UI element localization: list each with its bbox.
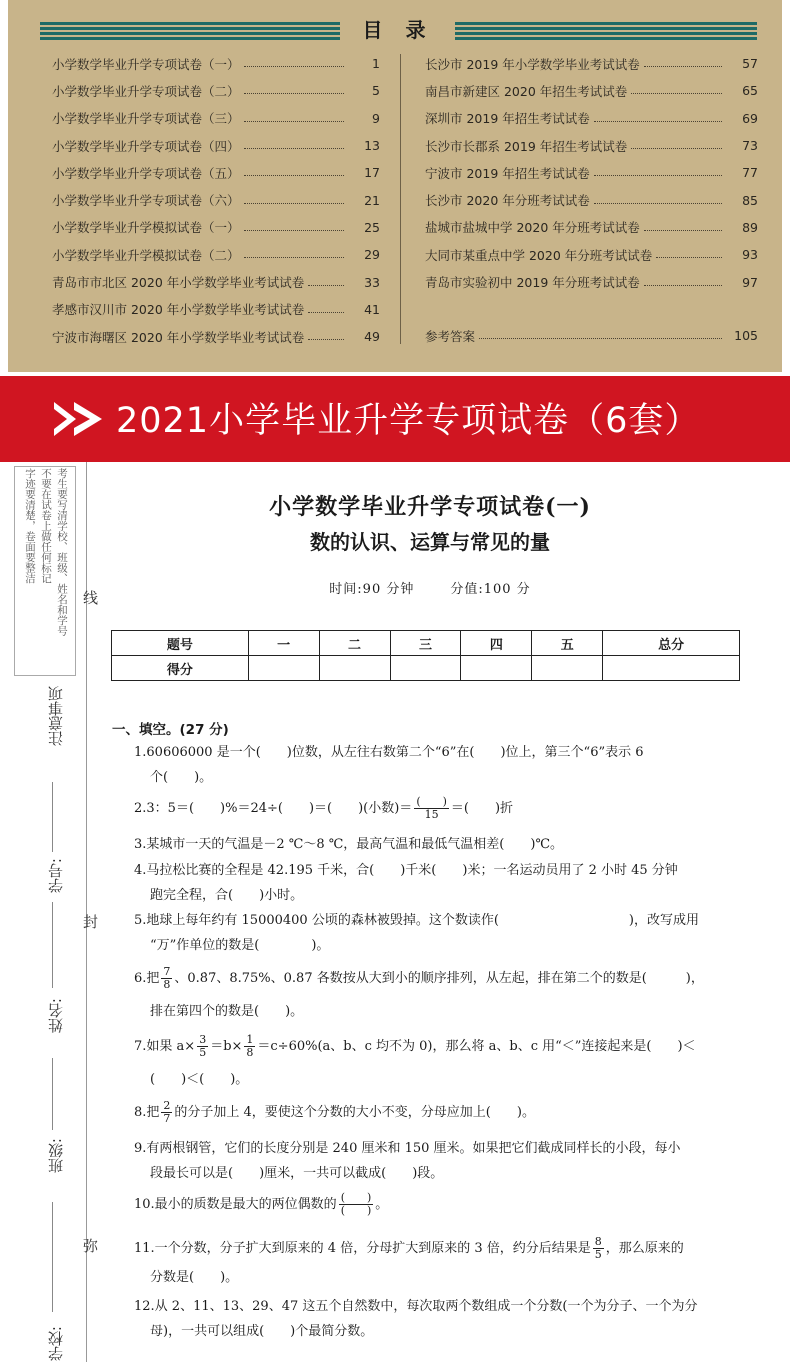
fraction-numerator: 2 [163,1099,171,1112]
toc-entry[interactable] [52,323,380,350]
toc-entry-page: 41 [364,301,380,317]
score-header-cell: 三 [390,631,461,656]
toc-entry[interactable] [425,241,758,268]
toc-entry-page: 57 [742,56,758,72]
toc-entry-title: 小学数学毕业升学专项试卷（二） [52,83,240,99]
question-text: 4.马拉松比赛的全程是 42.195 千米，合( )千米( )米；一名运动员用了 2 小时 45 分钟 [134,863,678,878]
toc-entry-title: 小学数学毕业升学模拟试卷（一） [52,220,240,236]
question-text: ( )＜( )。 [150,1072,249,1087]
toc-leader [244,66,344,67]
toc-leader [308,339,344,340]
score-header-cell: 二 [319,631,390,656]
score-cell[interactable] [390,656,461,681]
toc-entry-title: 参考答案 [425,328,476,344]
toc-entry-page: 73 [742,138,758,154]
toc-entry-page: 1 [372,56,380,72]
school-label: 学校: [47,1326,65,1362]
toc-entry-page: 13 [364,138,380,154]
toc-entry-page: 29 [364,247,380,263]
toc-entry[interactable] [52,241,380,268]
toc-entry-title: 宁波市 2019 年招生考试试卷 [425,165,590,181]
question-text: 5.地球上每年约有 15000400 公顷的森林被毁掉。这个数读作( )，改写成用 [134,913,699,928]
question-12 [134,1294,746,1344]
toc-entry-page: 93 [742,247,758,263]
question-text: 3.某城市一天的气温是－2 ℃～8 ℃，最高气温和最低气温相差( )℃。 [134,837,563,852]
fraction-numerator: 7 [163,965,171,978]
fraction-denominator: ( ) [340,1204,372,1217]
promo-banner [0,376,790,462]
toc-entry-page: 77 [742,165,758,181]
question-text: “万”作单位的数是( )。 [150,938,330,953]
toc-leader [644,66,722,67]
question-text: 2.3：5＝( )%＝24÷( )＝( )(小数)＝ [134,801,413,816]
toc-entry-title: 孝感市汉川市 2020 年小学数学毕业考试试卷 [52,302,305,318]
toc-entry-title: 深圳市 2019 年招生考试试卷 [425,111,590,127]
notice-line-1: 考生要写清学校、班级、姓名和学号 [56,468,68,636]
toc-entry-page: 17 [364,165,380,181]
toc-entry-page: 97 [742,274,758,290]
student-id-label: 学号: [47,858,65,894]
toc-leader [244,175,344,176]
question-text: 跑完全程，合( )小时。 [150,888,304,903]
toc-entry-page: 5 [372,83,380,99]
exam-page [0,462,790,1362]
fraction-denominator: 5 [199,1046,207,1059]
score-cell[interactable] [319,656,390,681]
toc-entry-title: 小学数学毕业升学专项试卷（三） [52,111,240,127]
class-line [52,1058,53,1130]
question-9 [134,1136,746,1186]
fraction-numerator: ( ) [416,795,447,808]
toc-entry[interactable] [52,159,380,186]
toc-entry-page: 85 [742,192,758,208]
fraction [244,1034,255,1059]
question-text: 分数是( )。 [150,1270,239,1285]
toc-entry-title: 南昌市新建区 2020 年招生考试试卷 [425,83,628,99]
question-text: 排在第四个的数是( )。 [150,1004,304,1019]
name-line [52,902,53,988]
toc-leader [594,121,722,122]
toc-entry-page: 105 [734,328,758,344]
score-header-cell: 五 [532,631,603,656]
score-header-cell: 总分 [603,631,740,656]
toc-entry[interactable] [425,77,758,104]
question-text: 6.把 [134,971,160,986]
toc-entry-title: 小学数学毕业升学专项试卷（四） [52,138,240,154]
banner-title: 2021小学毕业升学专项试卷（6套） [116,401,701,441]
fraction [339,1192,374,1217]
score-row-label: 得分 [112,656,249,681]
question-text: 1.60606000 是一个( )位数，从左往右数第二个“6”在( )位上，第三个“6”表示 6 [134,745,644,760]
question-6 [134,966,746,1024]
question-text: 个( )。 [150,770,213,785]
toc-entry[interactable] [52,296,380,323]
fraction-denominator: 5 [594,1248,602,1261]
notice-line-3: 字迹要清楚，卷面要整洁 [24,468,36,584]
question-text: 。 [375,1197,389,1212]
fraction-denominator: 7 [163,1112,171,1125]
score-header-cell: 四 [461,631,532,656]
toc-entry-title: 青岛市实验初中 2019 年分班考试试卷 [425,275,640,291]
toc-leader [644,230,722,231]
question-text: 11.一个分数，分子扩大到原来的 4 倍，分母扩大到原来的 3 倍，约分后结果是 [134,1241,591,1256]
fraction-denominator: 8 [163,978,171,991]
question-text: ，那么原来的 [605,1241,684,1256]
fraction [161,966,172,991]
toc-entry-title: 盐城市盐城中学 2020 年分班考试试卷 [425,220,640,236]
toc-right-column [425,50,758,296]
toc-entry[interactable] [52,105,380,132]
toc-entry[interactable] [425,268,758,295]
toc-leader [244,203,344,204]
question-text: 7.如果 a× [134,1039,196,1054]
question-7 [134,1034,746,1092]
toc-leader [244,148,344,149]
seal-mark-line: 线 [81,590,99,605]
toc-entry-page: 49 [364,329,380,345]
toc-leader [244,257,344,258]
toc-leader [479,338,722,339]
toc-divider [400,54,401,344]
toc-entry[interactable] [425,159,758,186]
seal-mark-seal: 封 [81,914,99,929]
question-text: 母)，一共可以组成( )个最简分数。 [150,1324,374,1339]
toc-leader [656,257,722,258]
exam-title: 小学数学毕业升学专项试卷(一) [269,494,591,520]
toc-leader [631,93,722,94]
toc-leader [308,285,344,286]
toc-entry-title: 小学数学毕业升学专项试卷（六） [52,193,240,209]
seal-mark-close: 弥 [81,1238,99,1253]
fraction-numerator: ( ) [340,1191,372,1204]
question-4 [134,858,746,908]
question-5 [134,908,746,958]
question-8 [134,1100,746,1125]
score-table-score-row [112,656,740,681]
toc-entry[interactable] [52,50,380,77]
question-1 [134,740,746,790]
fraction-numerator: 3 [199,1033,207,1046]
score-cell[interactable] [461,656,532,681]
toc-entry-page: 33 [364,274,380,290]
fraction [414,796,449,821]
section-heading: 一、填空。(27 分) [112,722,229,738]
toc-entry-answers[interactable] [425,322,758,349]
score-header-cell: 题号 [112,631,249,656]
toc-entry[interactable] [425,50,758,77]
toc-header-band-left [40,22,340,42]
toc-entry-title: 长沙市 2019 年小学数学毕业考试试卷 [425,56,640,72]
fraction [593,1236,604,1261]
fraction-denominator: 8 [246,1046,254,1059]
toc-entry-page: 69 [742,110,758,126]
question-text: ＝( )折 [450,801,514,816]
table-of-contents [0,0,790,376]
toc-entry-title: 小学数学毕业升学专项试卷（五） [52,165,240,181]
question-3 [134,832,746,857]
toc-leader [644,285,722,286]
student-id-line [52,782,53,852]
score-table-header-row [112,631,740,656]
toc-entry-page: 89 [742,219,758,235]
fraction [197,1034,208,1059]
toc-entry-page: 25 [364,219,380,235]
question-text: 的分子加上 4，要使这个分数的大小不变，分母应加上( )。 [174,1105,535,1120]
toc-leader [244,230,344,231]
question-text: 12.从 2、11、13、29、47 这五个自然数中，每次取两个数组成一个分数(一个为分子、一个为分 [134,1299,698,1314]
notice-label: 注意事项 [47,686,65,746]
play-arrow-icon [52,400,104,438]
class-label: 班级: [47,1138,65,1174]
toc-header-band-right [455,22,757,42]
exam-subtitle: 数的认识、运算与常见的量 [310,530,550,554]
fraction [161,1100,172,1125]
question-2 [134,796,746,821]
exam-time: 时间:90 分钟 [329,582,415,597]
school-line [52,1202,53,1312]
toc-entry-title: 小学数学毕业升学专项试卷（一） [52,56,240,72]
score-cell[interactable] [603,656,740,681]
question-text: 8.把 [134,1105,160,1120]
toc-entry[interactable] [52,268,380,295]
fraction-numerator: 8 [594,1235,602,1248]
toc-leader [244,93,344,94]
score-cell[interactable] [532,656,603,681]
notice-line-2: 不要在试卷上做任何标记 [40,468,52,584]
toc-entry[interactable] [425,132,758,159]
toc-leader [594,175,722,176]
fraction-denominator: 15 [424,808,439,821]
question-text: 9.有两根钢管，它们的长度分别是 240 厘米和 150 厘米。如果把它们截成同样长的小段，每小 [134,1141,681,1156]
name-label: 姓名: [47,998,65,1034]
toc-entry-title: 青岛市市北区 2020 年小学数学毕业考试试卷 [52,275,305,291]
toc-entry[interactable] [52,214,380,241]
question-text: ＝c÷60%(a、b、c 均不为 0)，那么将 a、b、c 用“＜”连接起来是( )＜ [257,1039,696,1054]
toc-entry-page: 21 [364,192,380,208]
question-text: 段最长可以是( )厘米，一共可以截成( )段。 [150,1166,444,1181]
question-11 [134,1236,746,1290]
toc-entry-title: 宁波市海曙区 2020 年小学数学毕业考试试卷 [52,329,305,345]
toc-entry[interactable] [52,132,380,159]
exam-score: 分值:100 分 [450,582,531,597]
toc-leader [631,148,722,149]
toc-entry-title: 大同市某重点中学 2020 年分班考试试卷 [425,247,653,263]
toc-entry-title: 长沙市 2020 年分班考试试卷 [425,193,590,209]
toc-leader [594,203,722,204]
score-cell[interactable] [248,656,319,681]
toc-left-column [52,50,380,350]
toc-entry-title: 长沙市长郡系 2019 年招生考试试卷 [425,138,628,154]
question-text: 、0.8̇7̇、8.75%、0.87̇ 各数按从大到小的顺序排列，从左起，排在第二个的数是( )， [174,971,704,986]
toc-title: 目 录 [362,18,434,42]
toc-entry-page: 9 [372,110,380,126]
exam-meta [110,578,750,597]
score-table [111,630,740,681]
toc-leader [244,121,344,122]
toc-entry[interactable] [425,214,758,241]
toc-entry-title: 小学数学毕业升学模拟试卷（二） [52,247,240,263]
toc-entry-page: 65 [742,83,758,99]
question-text: 10.最小的质数是最大的两位偶数的 [134,1197,337,1212]
question-10 [134,1192,746,1217]
toc-entry[interactable] [52,77,380,104]
question-text: ＝b× [210,1039,243,1054]
fraction-numerator: 1 [246,1033,254,1046]
score-header-cell: 一 [248,631,319,656]
toc-leader [308,312,344,313]
toc-entry[interactable] [52,186,380,213]
toc-entry[interactable] [425,105,758,132]
toc-entry[interactable] [425,186,758,213]
